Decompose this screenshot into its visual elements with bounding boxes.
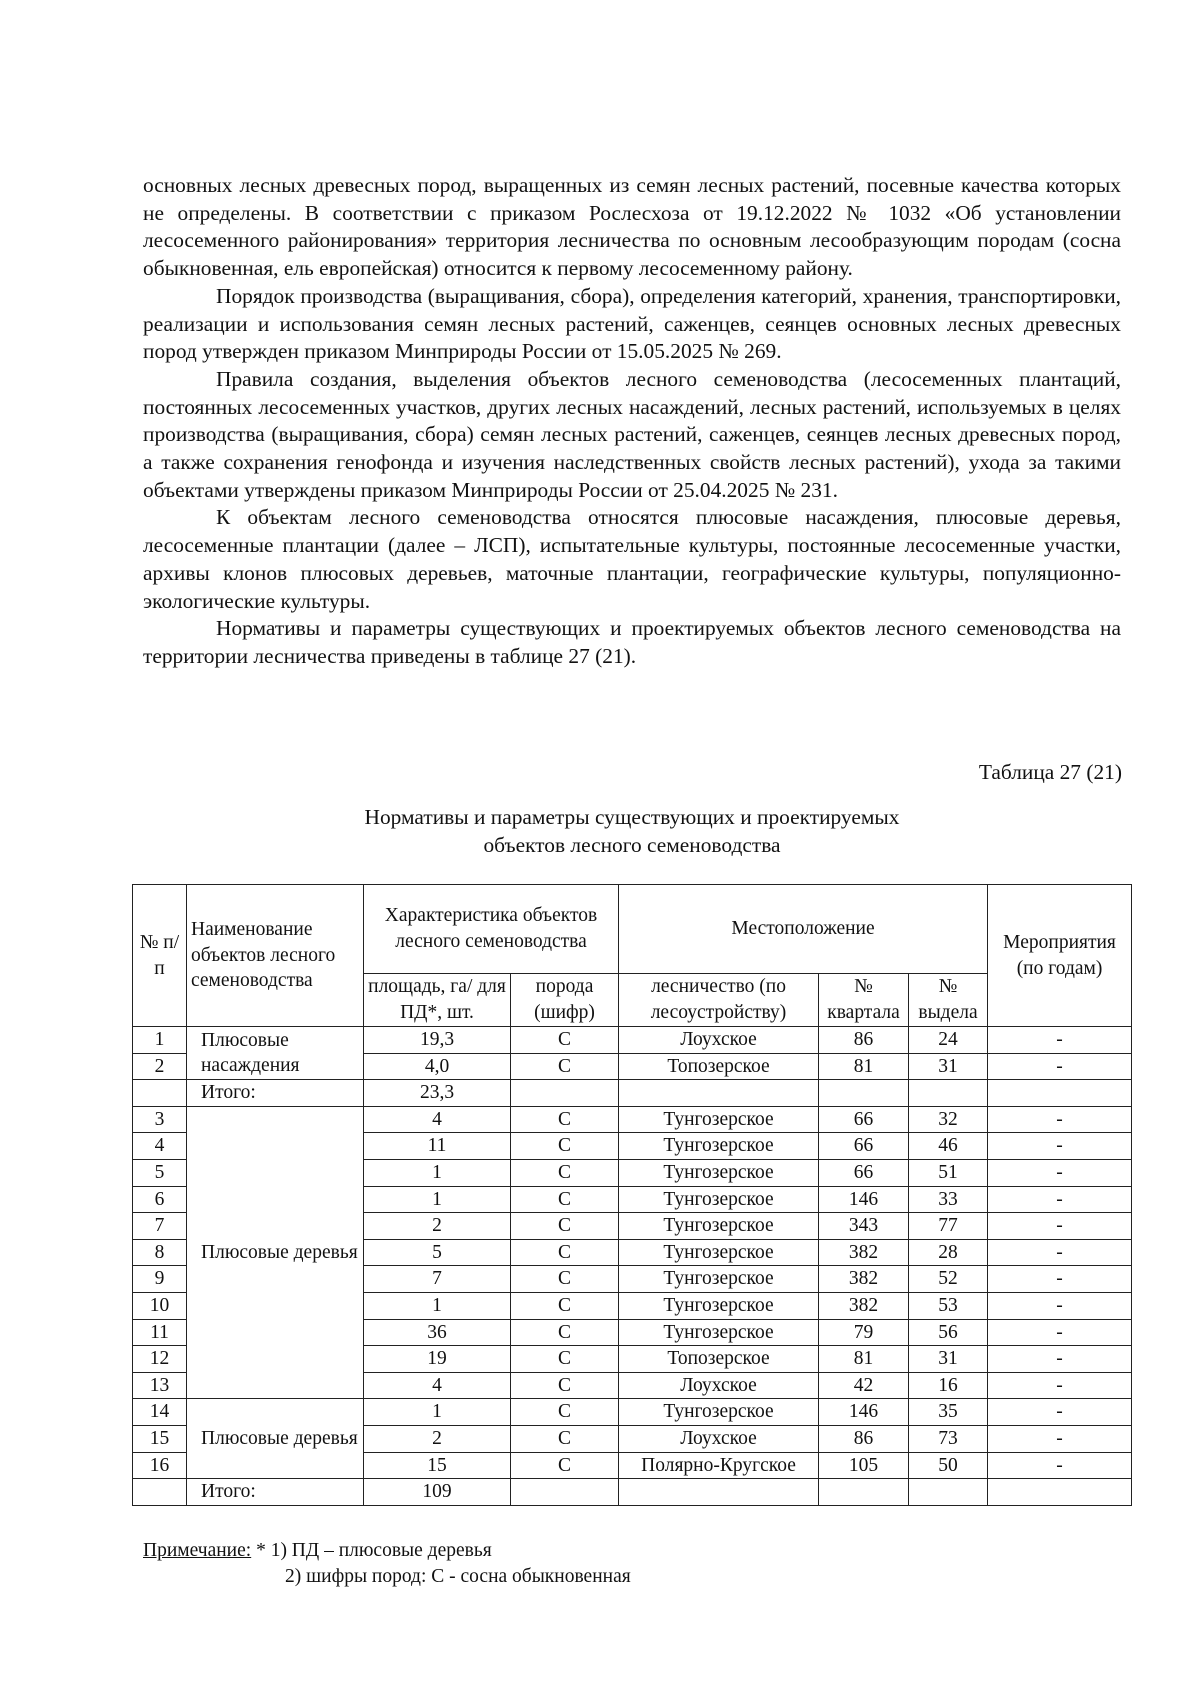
header-characteristics: Характеристика объектов лесного семеноводства <box>364 885 619 974</box>
paragraph-4: К объектам лесного семеноводства относятся плюсовые насаждения, плюсовые деревья, лесосеменные плантации (далее – ЛСП), испытательные культуры, постоянные лесосеменные участки, архивы клонов плюсовых деревьев, маточные плантации, географические культуры, популяционно-экологические культуры. <box>143 505 1121 613</box>
total-label: Итого: <box>187 1080 364 1107</box>
table-row <box>133 1106 1132 1133</box>
cell-plot: 46 <box>909 1133 988 1160</box>
cell-species: С <box>511 1027 619 1054</box>
cell-measures: - <box>988 1372 1132 1399</box>
cell-area: 1 <box>364 1186 511 1213</box>
cell-num: 4 <box>133 1133 187 1160</box>
cell-num: 16 <box>133 1452 187 1479</box>
cell-measures: - <box>988 1213 1132 1240</box>
cell-plot: 28 <box>909 1239 988 1266</box>
cell-measures: - <box>988 1106 1132 1133</box>
cell-measures: - <box>988 1399 1132 1426</box>
cell-area: 4 <box>364 1372 511 1399</box>
paragraph-3: Правила создания, выделения объектов лесного семеноводства (лесосеменных плантаций, постоянных лесосеменных участков, других лесных насаждений, лесных растений, используемых в целях производства (выращивания, сбора) семян лесных растений, саженцев, сеянцев лесных древесных пород, а также сохранения генофонда и изучения наследственных свойств лесных растений), ухода за такими объектами утверждены приказом Минприроды России от 25.04.2025 № 231. <box>143 366 1121 502</box>
cell-area: 19,3 <box>364 1027 511 1054</box>
header-area: площадь, га/ для ПД*, шт. <box>364 974 511 1027</box>
cell-num: 10 <box>133 1292 187 1319</box>
cell-num: 8 <box>133 1239 187 1266</box>
cell-measures: - <box>988 1425 1132 1452</box>
cell-area: 15 <box>364 1452 511 1479</box>
cell-quarter: 86 <box>819 1425 909 1452</box>
cell-num: 15 <box>133 1425 187 1452</box>
cell-forestry: Полярно-Кругское <box>619 1452 819 1479</box>
cell-measures: - <box>988 1452 1132 1479</box>
cell-num: 9 <box>133 1266 187 1293</box>
cell-forestry: Тунгозерское <box>619 1159 819 1186</box>
cell-plot: 24 <box>909 1027 988 1054</box>
group-plus-stands: Плюсовые насаждения <box>187 1027 364 1080</box>
cell-forestry: Тунгозерское <box>619 1399 819 1426</box>
cell-plot: 51 <box>909 1159 988 1186</box>
cell-species: С <box>511 1452 619 1479</box>
table-title-line-2: объектов лесного семеноводства <box>483 832 781 857</box>
cell-quarter: 79 <box>819 1319 909 1346</box>
cell-num: 6 <box>133 1186 187 1213</box>
cell-species: С <box>511 1239 619 1266</box>
cell-num: 1 <box>133 1027 187 1054</box>
cell-forestry: Тунгозерское <box>619 1266 819 1293</box>
cell-area: 2 <box>364 1213 511 1240</box>
cell-num: 7 <box>133 1213 187 1240</box>
table-row <box>133 1399 1132 1426</box>
table-title <box>143 804 1121 859</box>
cell-species: С <box>511 1346 619 1373</box>
cell-area: 1 <box>364 1292 511 1319</box>
cell-forestry: Топозерское <box>619 1053 819 1080</box>
total-row <box>133 1479 1132 1506</box>
cell-species: С <box>511 1186 619 1213</box>
cell-num: 12 <box>133 1346 187 1373</box>
cell-measures: - <box>988 1186 1132 1213</box>
cell-quarter: 66 <box>819 1133 909 1160</box>
cell-plot: 77 <box>909 1213 988 1240</box>
cell-species: С <box>511 1372 619 1399</box>
cell-area: 19 <box>364 1346 511 1373</box>
cell-forestry: Лоухское <box>619 1425 819 1452</box>
cell-num: 11 <box>133 1319 187 1346</box>
cell-forestry: Тунгозерское <box>619 1292 819 1319</box>
cell-area: 4,0 <box>364 1053 511 1080</box>
cell-num <box>133 1479 187 1506</box>
cell-measures: - <box>988 1159 1132 1186</box>
cell-plot: 16 <box>909 1372 988 1399</box>
cell-quarter: 343 <box>819 1213 909 1240</box>
cell-species: С <box>511 1292 619 1319</box>
cell-forestry: Топозерское <box>619 1346 819 1373</box>
cell-quarter: 81 <box>819 1346 909 1373</box>
cell-plot: 56 <box>909 1319 988 1346</box>
cell-measures: - <box>988 1346 1132 1373</box>
cell-quarter: 382 <box>819 1292 909 1319</box>
cell-species: С <box>511 1425 619 1452</box>
header-plot: № выдела <box>909 974 988 1027</box>
paragraph-1: основных лесных древесных пород, выращенных из семян лесных растений, посевные качества которых не определены. В соответствии с приказом Рослесхоза от 19.12.2022 № 1032 «Об установлении лесосеменного районирования» территория лесничества по основным лесообразующим породам (сосна обыкновенная, ель европейская) относится к первому лесосеменному району. <box>143 173 1121 281</box>
cell-species: С <box>511 1053 619 1080</box>
group-plus-trees-2: Плюсовые деревья <box>187 1399 364 1479</box>
cell-quarter: 105 <box>819 1452 909 1479</box>
cell-forestry: Лоухское <box>619 1372 819 1399</box>
cell-plot: 31 <box>909 1346 988 1373</box>
cell-measures: - <box>988 1319 1132 1346</box>
cell-plot: 50 <box>909 1452 988 1479</box>
table-note <box>143 1538 631 1590</box>
cell-plot: 52 <box>909 1266 988 1293</box>
cell-forestry: Лоухское <box>619 1027 819 1054</box>
cell-num: 13 <box>133 1372 187 1399</box>
header-quarter: № квартала <box>819 974 909 1027</box>
cell-plot: 73 <box>909 1425 988 1452</box>
body-text <box>143 172 1121 671</box>
cell-quarter: 382 <box>819 1266 909 1293</box>
cell-measures: - <box>988 1292 1132 1319</box>
total-label: Итого: <box>187 1479 364 1506</box>
note-line-1: * 1) ПД – плюсовые деревья <box>256 1540 492 1561</box>
cell-forestry: Тунгозерское <box>619 1319 819 1346</box>
paragraph-5: Нормативы и параметры существующих и проектируемых объектов лесного семеноводства на территории лесничества приведены в таблице 27 (21). <box>143 616 1121 668</box>
header-species: порода (шифр) <box>511 974 619 1027</box>
header-name: Наименование объектов лесного семеноводства <box>187 885 364 1027</box>
cell-num: 14 <box>133 1399 187 1426</box>
cell-measures: - <box>988 1239 1132 1266</box>
cell-species: С <box>511 1319 619 1346</box>
note-label: Примечание: <box>143 1540 252 1561</box>
cell-quarter: 86 <box>819 1027 909 1054</box>
cell-forestry: Тунгозерское <box>619 1133 819 1160</box>
header-forestry: лесничество (по лесоустройству) <box>619 974 819 1027</box>
note-line-2: 2) шифры пород: С - сосна обыкновенная <box>285 1566 631 1587</box>
cell-plot: 35 <box>909 1399 988 1426</box>
seed-objects-table <box>132 884 1132 1506</box>
cell-measures: - <box>988 1053 1132 1080</box>
header-location: Местоположение <box>619 885 988 974</box>
total-value: 23,3 <box>364 1080 511 1107</box>
cell-num: 2 <box>133 1053 187 1080</box>
cell-species: С <box>511 1266 619 1293</box>
cell-num: 3 <box>133 1106 187 1133</box>
cell-plot: 31 <box>909 1053 988 1080</box>
cell-area: 11 <box>364 1133 511 1160</box>
total-value: 109 <box>364 1479 511 1506</box>
table-reference: Таблица 27 (21) <box>978 760 1122 784</box>
cell-num <box>133 1080 187 1107</box>
cell-area: 5 <box>364 1239 511 1266</box>
cell-plot: 33 <box>909 1186 988 1213</box>
paragraph-2: Порядок производства (выращивания, сбора), определения категорий, хранения, транспортировки, реализации и использования семян лесных растений, саженцев, сеянцев основных лесных древесных пород утвержден приказом Минприроды России от 15.05.2025 № 269. <box>143 283 1121 364</box>
header-measures: Мероприятия (по годам) <box>988 885 1132 1027</box>
cell-measures: - <box>988 1133 1132 1160</box>
cell-quarter: 81 <box>819 1053 909 1080</box>
header-num: № п/п <box>133 885 187 1027</box>
table-row <box>133 1027 1132 1054</box>
cell-area: 4 <box>364 1106 511 1133</box>
cell-area: 1 <box>364 1159 511 1186</box>
total-row <box>133 1080 1132 1107</box>
cell-quarter: 146 <box>819 1186 909 1213</box>
cell-quarter: 382 <box>819 1239 909 1266</box>
cell-measures: - <box>988 1027 1132 1054</box>
table-title-line-1: Нормативы и параметры существующих и проектируемых <box>364 805 900 829</box>
group-plus-trees: Плюсовые деревья <box>187 1106 364 1399</box>
cell-species: С <box>511 1106 619 1133</box>
cell-plot: 32 <box>909 1106 988 1133</box>
cell-forestry: Тунгозерское <box>619 1213 819 1240</box>
cell-quarter: 66 <box>819 1159 909 1186</box>
cell-area: 1 <box>364 1399 511 1426</box>
cell-plot: 53 <box>909 1292 988 1319</box>
cell-species: С <box>511 1159 619 1186</box>
cell-area: 36 <box>364 1319 511 1346</box>
cell-quarter: 146 <box>819 1399 909 1426</box>
cell-area: 2 <box>364 1425 511 1452</box>
cell-quarter: 66 <box>819 1106 909 1133</box>
cell-species: С <box>511 1399 619 1426</box>
cell-quarter: 42 <box>819 1372 909 1399</box>
cell-area: 7 <box>364 1266 511 1293</box>
cell-forestry: Тунгозерское <box>619 1186 819 1213</box>
cell-species: С <box>511 1133 619 1160</box>
cell-forestry: Тунгозерское <box>619 1106 819 1133</box>
cell-measures: - <box>988 1266 1132 1293</box>
cell-num: 5 <box>133 1159 187 1186</box>
cell-species: С <box>511 1213 619 1240</box>
cell-forestry: Тунгозерское <box>619 1239 819 1266</box>
